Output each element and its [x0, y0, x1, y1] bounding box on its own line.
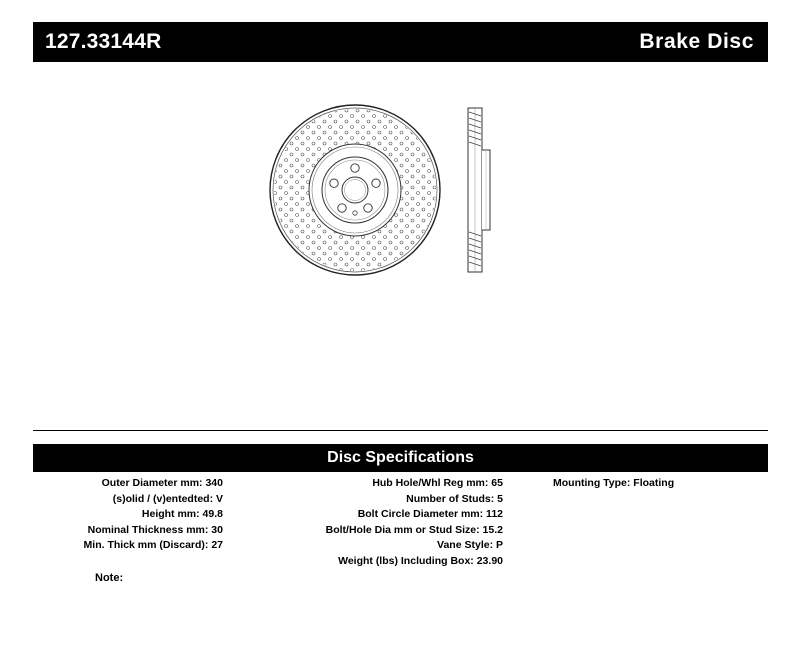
spec-item: Mounting Type: Floating — [553, 477, 675, 489]
spec-item: Vane Style: P — [437, 539, 503, 551]
brake-disc-edge-view — [468, 108, 490, 272]
spec-column-middle — [243, 476, 503, 569]
note-label: Note: — [95, 572, 124, 584]
page-title: Brake Disc — [639, 30, 754, 53]
spec-item: Bolt Circle Diameter mm: 112 — [357, 508, 503, 520]
spec-column-left — [33, 476, 223, 554]
spec-item: Outer Diameter mm: 340 — [101, 477, 223, 489]
spec-item: Height mm: 49.8 — [141, 508, 223, 520]
disc-specifications-header: Disc Specifications — [33, 444, 768, 472]
spec-item: Number of Studs: 5 — [406, 492, 503, 505]
section-divider — [33, 430, 768, 431]
part-number: 127.33144R — [45, 30, 162, 53]
spec-item: Nominal Thickness mm: 30 — [87, 523, 223, 536]
spec-item: Hub Hole/Whl Reg mm: 65 — [372, 477, 503, 489]
spec-item: Bolt/Hole Dia mm or Stud Size: 15.2 — [325, 523, 503, 536]
spec-item: Min. Thick mm (Discard): 27 — [83, 539, 223, 551]
header-bar — [33, 22, 768, 62]
brake-disc-face-view — [270, 105, 440, 275]
brake-disc-drawing — [250, 80, 570, 300]
spec-column-right — [553, 476, 768, 492]
spec-item: (s)olid / (v)entedted: V — [112, 492, 223, 505]
brake-disc-svg — [250, 80, 570, 300]
spec-item: Weight (lbs) Including Box: 23.90 — [338, 554, 503, 567]
